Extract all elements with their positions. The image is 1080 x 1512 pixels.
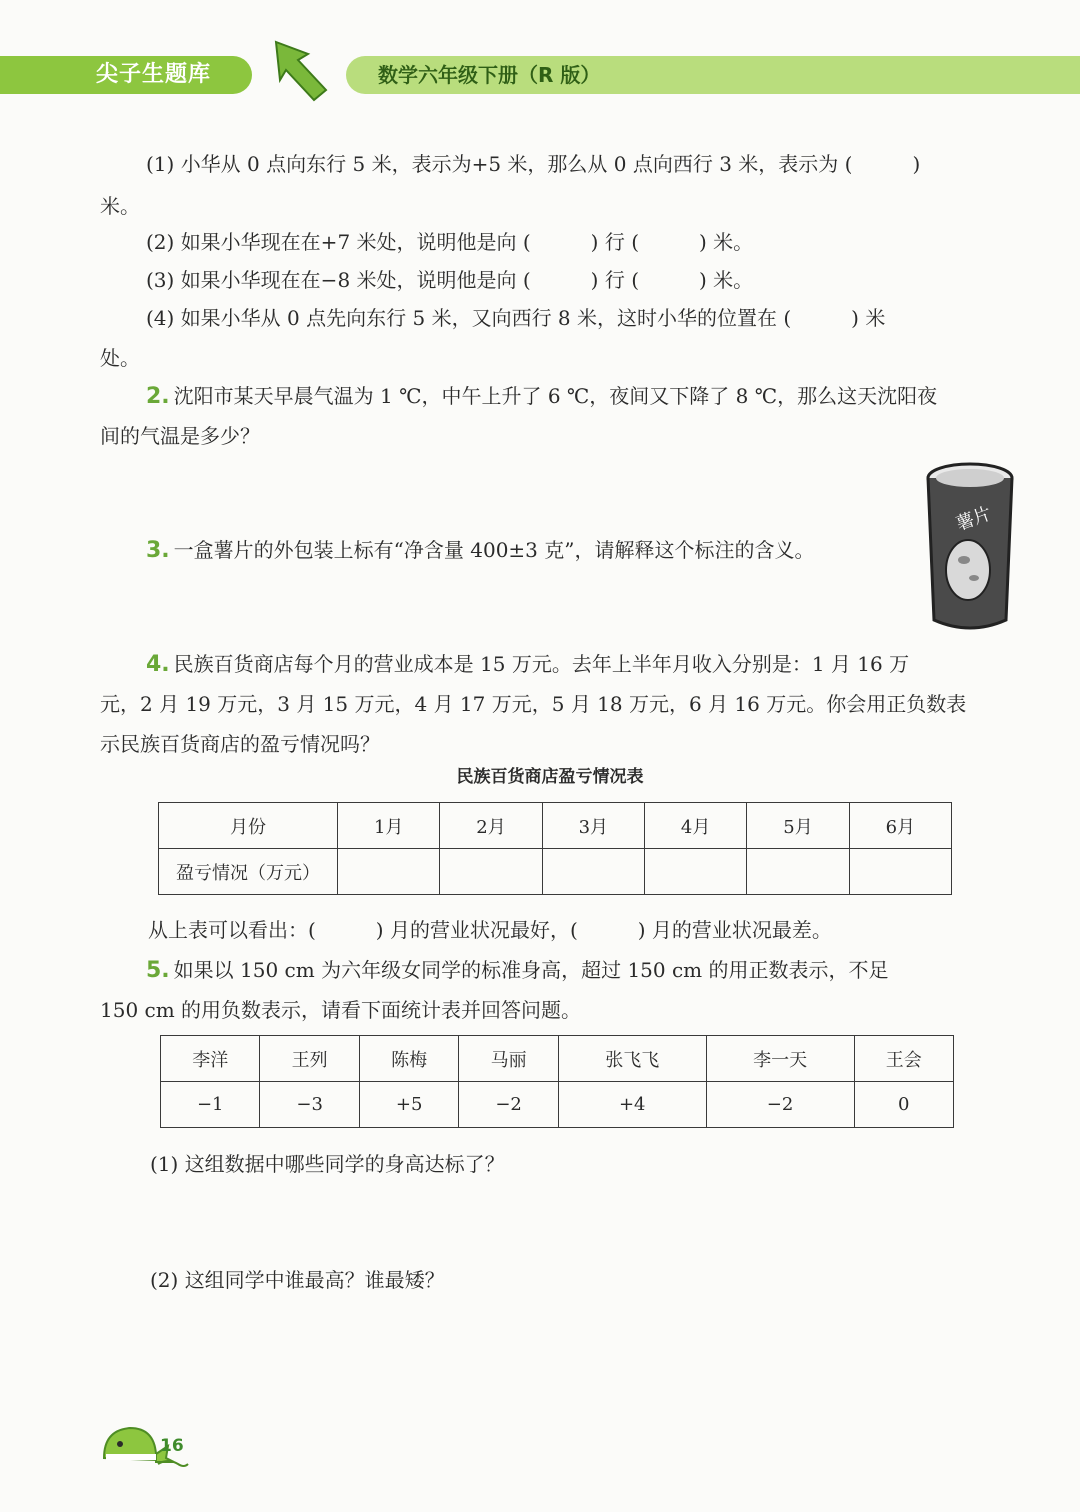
question-5-number: 5. [146, 958, 170, 983]
question-4-line3: 示民族百货商店的盈亏情况吗？ [100, 732, 380, 756]
q1-part4-line2: 处。 [100, 346, 140, 370]
height-value-cell: −3 [260, 1082, 359, 1128]
height-value-cell: −1 [161, 1082, 260, 1128]
page-number: 16 [160, 1436, 184, 1456]
table-row [159, 849, 952, 895]
table-row-label: 盈亏情况（万元） [159, 849, 338, 895]
table-header-cell: 5月 [747, 803, 849, 849]
question-3-text: 一盒薯片的外包装上标有“净含量 400±3 克”，请解释这个标注的含义。 [173, 538, 815, 562]
profit-table [158, 802, 952, 895]
q1-part3: (3) 如果小华现在在−8 米处，说明他是向 ( ) 行 ( ) 米。 [146, 268, 754, 292]
q1-part4-line1: (4) 如果小华从 0 点先向东行 5 米，又向西行 8 米，这时小华的位置在 ( ) 米 [146, 306, 886, 330]
student-name-cell: 陈梅 [359, 1036, 458, 1082]
brand-title: 尖子生题库 [96, 62, 212, 87]
table-header-cell: 月份 [159, 803, 338, 849]
question-4-text-a: 民族百货商店每个月的营业成本是 15 万元。去年上半年月收入分别是：1 月 16 万 [173, 652, 910, 676]
table-answer-cell[interactable] [849, 849, 951, 895]
question-4-line2: 元，2 月 19 万元，3 月 15 万元，4 月 17 万元，5 月 18 万元，6 月 16 万元。你会用正负数表 [100, 692, 967, 716]
student-name-cell: 李一天 [706, 1036, 854, 1082]
q1-part2: (2) 如果小华现在在+7 米处，说明他是向 ( ) 行 ( ) 米。 [146, 230, 754, 254]
q1-part1-line1: (1) 小华从 0 点向东行 5 米，表示为+5 米，那么从 0 点向西行 3 米，表示为 ( ) [146, 152, 921, 176]
height-value-cell: +5 [359, 1082, 458, 1128]
question-2-line1 [146, 382, 937, 411]
question-3 [146, 536, 815, 565]
table-header-cell: 3月 [542, 803, 644, 849]
subject-title: 数学六年级下册（R 版） [378, 63, 601, 87]
table-row [159, 803, 952, 849]
q1-part1-line2: 米。 [100, 194, 140, 218]
student-name-cell: 李洋 [161, 1036, 260, 1082]
table-answer-cell[interactable] [747, 849, 849, 895]
height-value-cell: −2 [706, 1082, 854, 1128]
question-5-sub1: (1) 这组数据中哪些同学的身高达标了？ [150, 1152, 505, 1176]
question-2-text-a: 沈阳市某天早晨气温为 1 ℃，中午上升了 6 ℃，夜间又下降了 8 ℃，那么这天沈阳夜 [173, 384, 938, 408]
table-answer-cell[interactable] [440, 849, 542, 895]
student-name-cell: 王列 [260, 1036, 359, 1082]
table-answer-cell[interactable] [644, 849, 746, 895]
question-5-line2: 150 cm 的用负数表示，请看下面统计表并回答问题。 [100, 998, 582, 1022]
table-header-cell: 2月 [440, 803, 542, 849]
question-5-text-a: 如果以 150 cm 为六年级女同学的标准身高，超过 150 cm 的用正数表示，不足 [173, 958, 889, 982]
table-row [161, 1082, 954, 1128]
table-answer-cell[interactable] [542, 849, 644, 895]
student-name-cell: 张飞飞 [558, 1036, 706, 1082]
chips-can-icon [920, 460, 1020, 636]
student-name-cell: 马丽 [459, 1036, 558, 1082]
height-table [160, 1035, 954, 1128]
table-row [161, 1036, 954, 1082]
student-name-cell: 王会 [854, 1036, 954, 1082]
question-4-line1 [146, 650, 909, 679]
question-4-number: 4. [146, 652, 170, 677]
height-value-cell: 0 [854, 1082, 954, 1128]
table-header-cell: 1月 [338, 803, 440, 849]
height-value-cell: −2 [459, 1082, 558, 1128]
table-header-cell: 6月 [849, 803, 951, 849]
height-value-cell: +4 [558, 1082, 706, 1128]
question-2-number: 2. [146, 384, 170, 409]
table-answer-cell[interactable] [338, 849, 440, 895]
up-left-arrow-icon [262, 38, 332, 104]
question-5-sub2: (2) 这组同学中谁最高？谁最矮？ [150, 1268, 445, 1292]
question-3-number: 3. [146, 538, 170, 563]
table-header-cell: 4月 [644, 803, 746, 849]
chips-can-label: 薯片 [953, 503, 995, 536]
question-2-line2: 间的气温是多少？ [100, 424, 260, 448]
profit-table-title: 民族百货商店盈亏情况表 [456, 767, 644, 787]
question-4-conclusion: 从上表可以看出：( ) 月的营业状况最好，( ) 月的营业状况最差。 [148, 918, 832, 942]
question-5-line1 [146, 956, 889, 985]
